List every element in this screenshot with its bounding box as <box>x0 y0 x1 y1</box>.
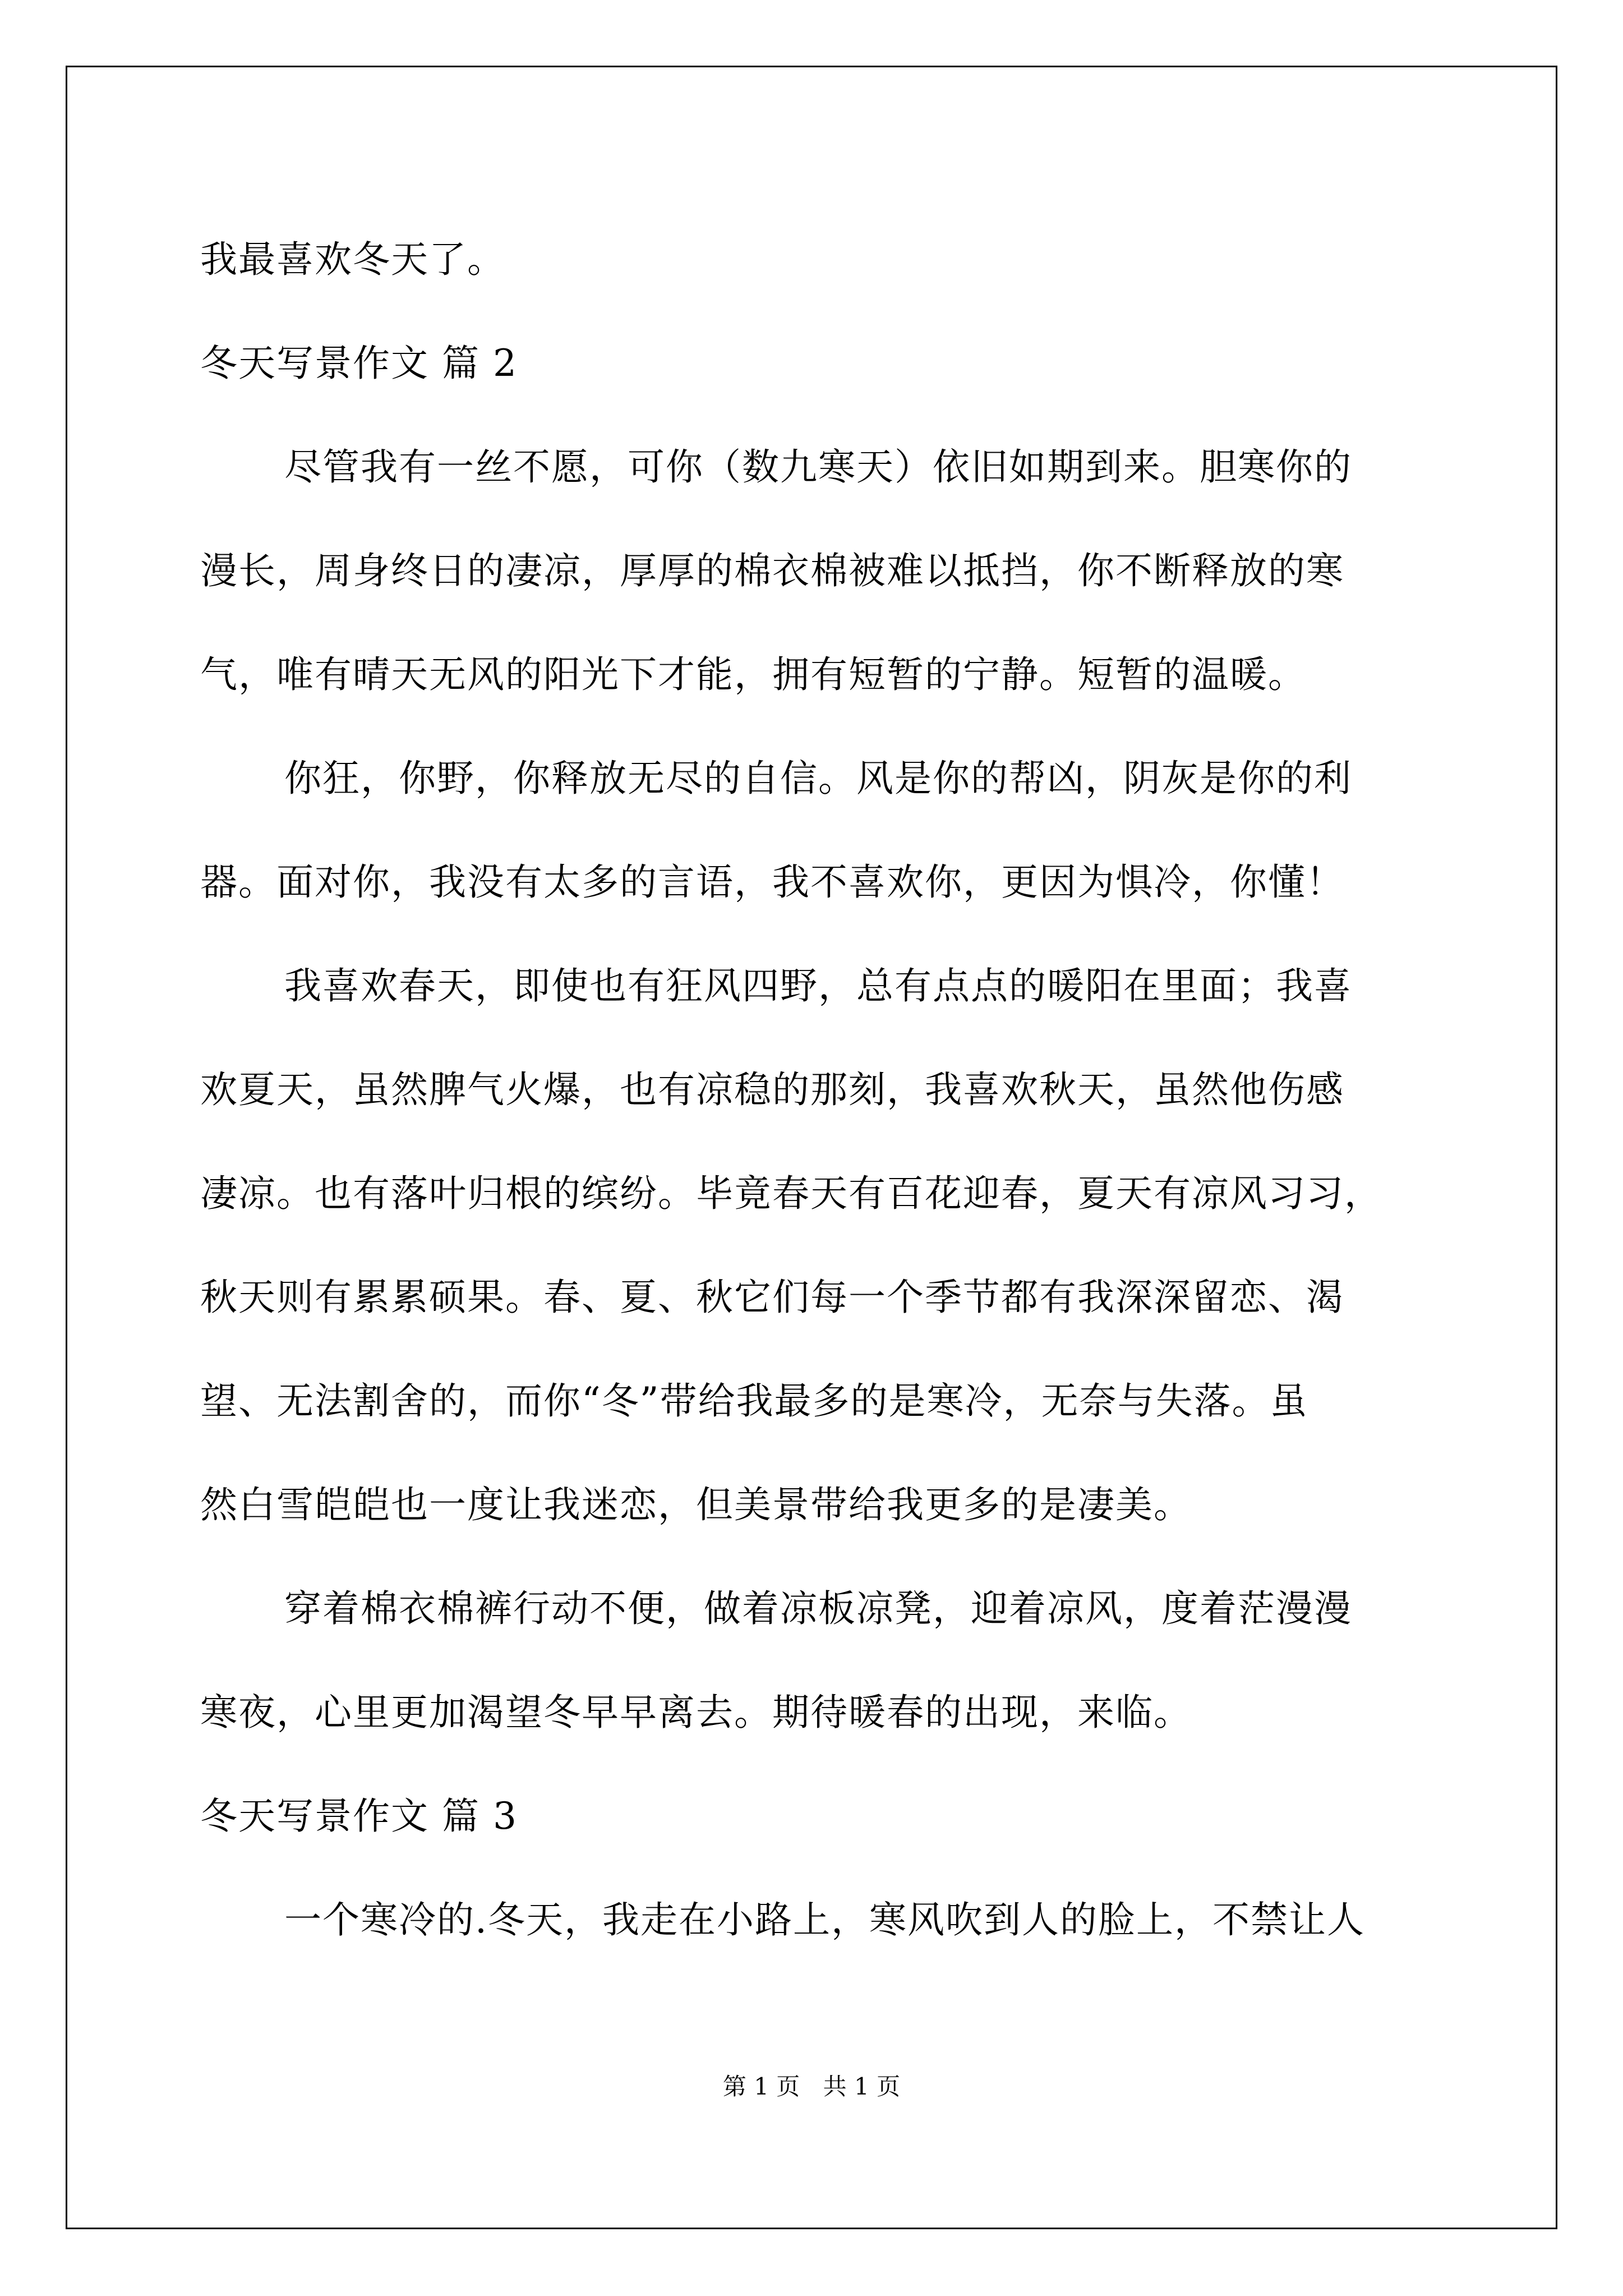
text-line: 我喜欢春天，即使也有狂风四野，总有点点的暖阳在里面；我喜 <box>284 964 1352 1007</box>
text-line: 欢夏天，虽然脾气火爆，也有凉稳的那刻，我喜欢秋天，虽然他伤感 <box>200 1068 1344 1111</box>
document-body <box>200 208 1468 1972</box>
page-footer <box>0 2070 1623 2104</box>
text-line: 尽管我有一丝不愿，可你（数九寒天）依旧如期到来。胆寒你的 <box>284 445 1352 489</box>
text-line: 然白雪皑皑也一度让我迷恋，但美景带给我更多的是凄美。 <box>200 1483 1192 1526</box>
section-heading: 冬天写景作文 篇 2 <box>200 342 518 385</box>
text-line: 我最喜欢冬天了。 <box>200 238 505 281</box>
text-line: 穿着棉衣棉裤行动不便，做着凉板凉凳，迎着凉风，度着茫漫漫 <box>284 1587 1352 1630</box>
text-line: 一个寒冷的.冬天，我走在小路上，寒风吹到人的脸上，不禁让人 <box>284 1898 1365 1941</box>
text-line: 凄凉。也有落叶归根的缤纷。毕竟春天有百花迎春，夏天有凉风习习， <box>200 1172 1382 1215</box>
section-heading: 冬天写景作文 篇 3 <box>200 1795 518 1838</box>
text-line: 寒夜，心里更加渴望冬早早离去。期待暖春的出现，来临。 <box>200 1691 1192 1734</box>
text-line: 望、无法割舍的，而你“冬”带给我最多的是寒冷，无奈与失落。虽 <box>200 1379 1308 1423</box>
text-line: 秋天则有累累硕果。春、夏、秋它们每一个季节都有我深深留恋、渴 <box>200 1276 1344 1319</box>
page-number: 第 1 页 <box>722 2073 800 2100</box>
page-total: 共 1 页 <box>823 2073 901 2100</box>
text-line: 你狂，你野，你释放无尽的自信。风是你的帮凶，阴灰是你的利 <box>284 757 1352 800</box>
text-line: 漫长，周身终日的凄凉，厚厚的棉衣棉被难以抵挡，你不断释放的寒 <box>200 549 1344 592</box>
text-line: 器。面对你，我没有太多的言语，我不喜欢你，更因为惧冷，你懂！ <box>200 861 1344 904</box>
text-line: 气，唯有晴天无风的阳光下才能，拥有短暂的宁静。短暂的温暖。 <box>200 653 1306 696</box>
